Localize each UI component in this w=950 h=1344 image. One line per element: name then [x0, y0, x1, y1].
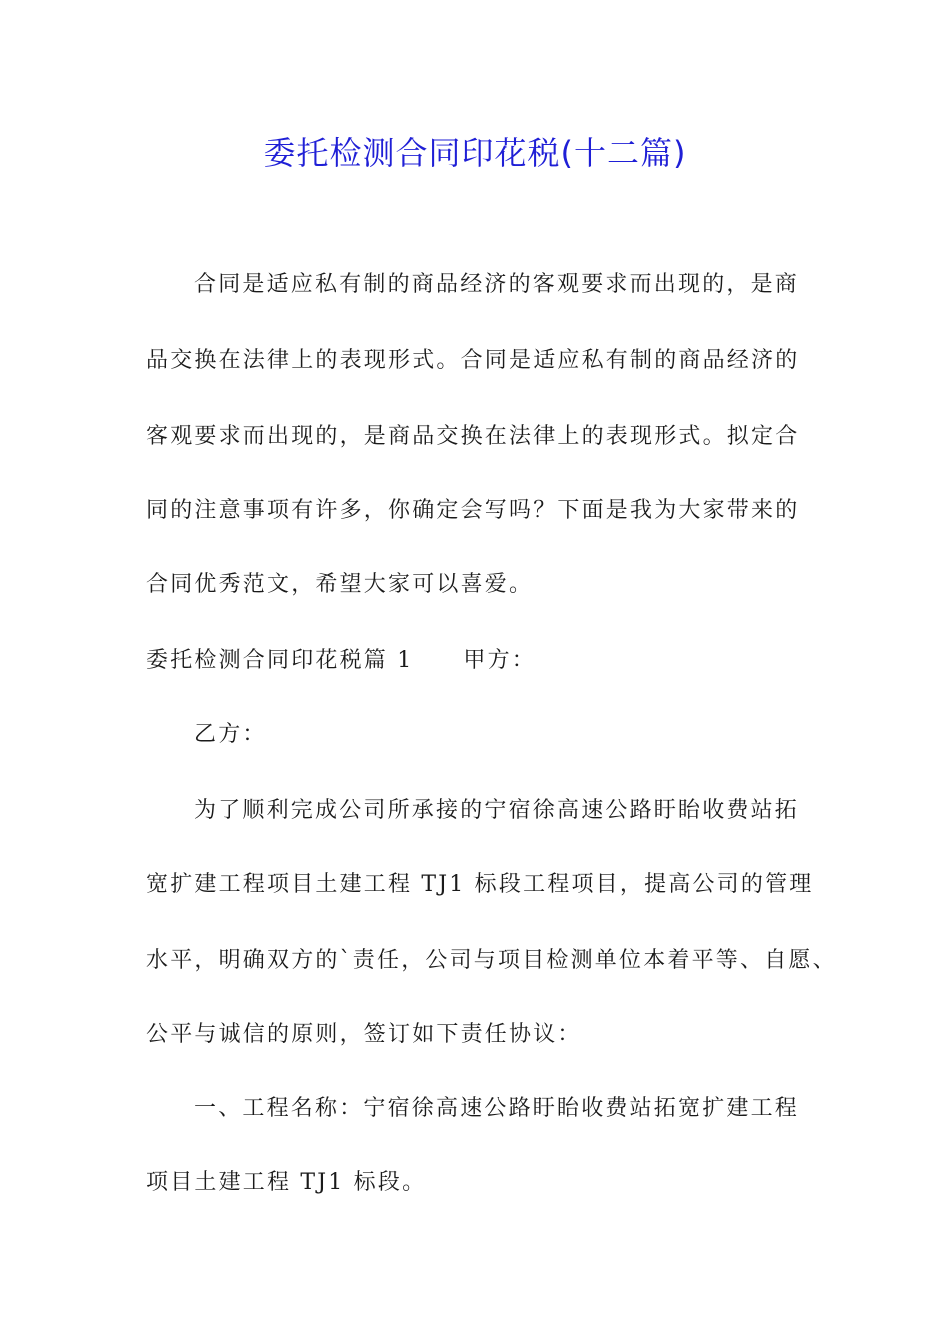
intro-line-1: 合同是适应私有制的商品经济的客观要求而出现的，是商 [194, 272, 800, 297]
intro-line-4: 同的注意事项有许多，你确定会写吗？下面是我为大家带来的 [146, 498, 800, 523]
intro-line-5: 合同优秀范文，希望大家可以喜爱。 [146, 572, 534, 597]
clause1-line-2: 项目土建工程 TJ1 标段。 [146, 1170, 427, 1195]
purpose-line-3: 水平，明确双方的`责任，公司与项目检测单位本着平等、自愿、 [146, 948, 837, 973]
intro-line-2: 品交换在法律上的表现形式。合同是适应私有制的商品经济的 [146, 348, 800, 373]
purpose-line-4: 公平与诚信的原则，签订如下责任协议： [146, 1022, 582, 1047]
section-heading-row [146, 644, 846, 678]
purpose-line-2: 宽扩建工程项目土建工程 TJ1 标段工程项目，提高公司的管理 [146, 872, 814, 897]
party-a-label: 甲方： [463, 648, 537, 673]
clause1-line-1: 一、工程名称：宁宿徐高速公路盱眙收费站拓宽扩建工程 [194, 1096, 800, 1121]
section-heading: 委托检测合同印花税篇 1 [146, 648, 414, 673]
party-b-label: 乙方： [194, 722, 267, 747]
document-title: 委托检测合同印花税(十二篇) [263, 134, 687, 172]
purpose-line-1: 为了顺利完成公司所承接的宁宿徐高速公路盱眙收费站拓 [194, 798, 800, 823]
intro-line-3: 客观要求而出现的，是商品交换在法律上的表现形式。拟定合 [146, 424, 800, 449]
